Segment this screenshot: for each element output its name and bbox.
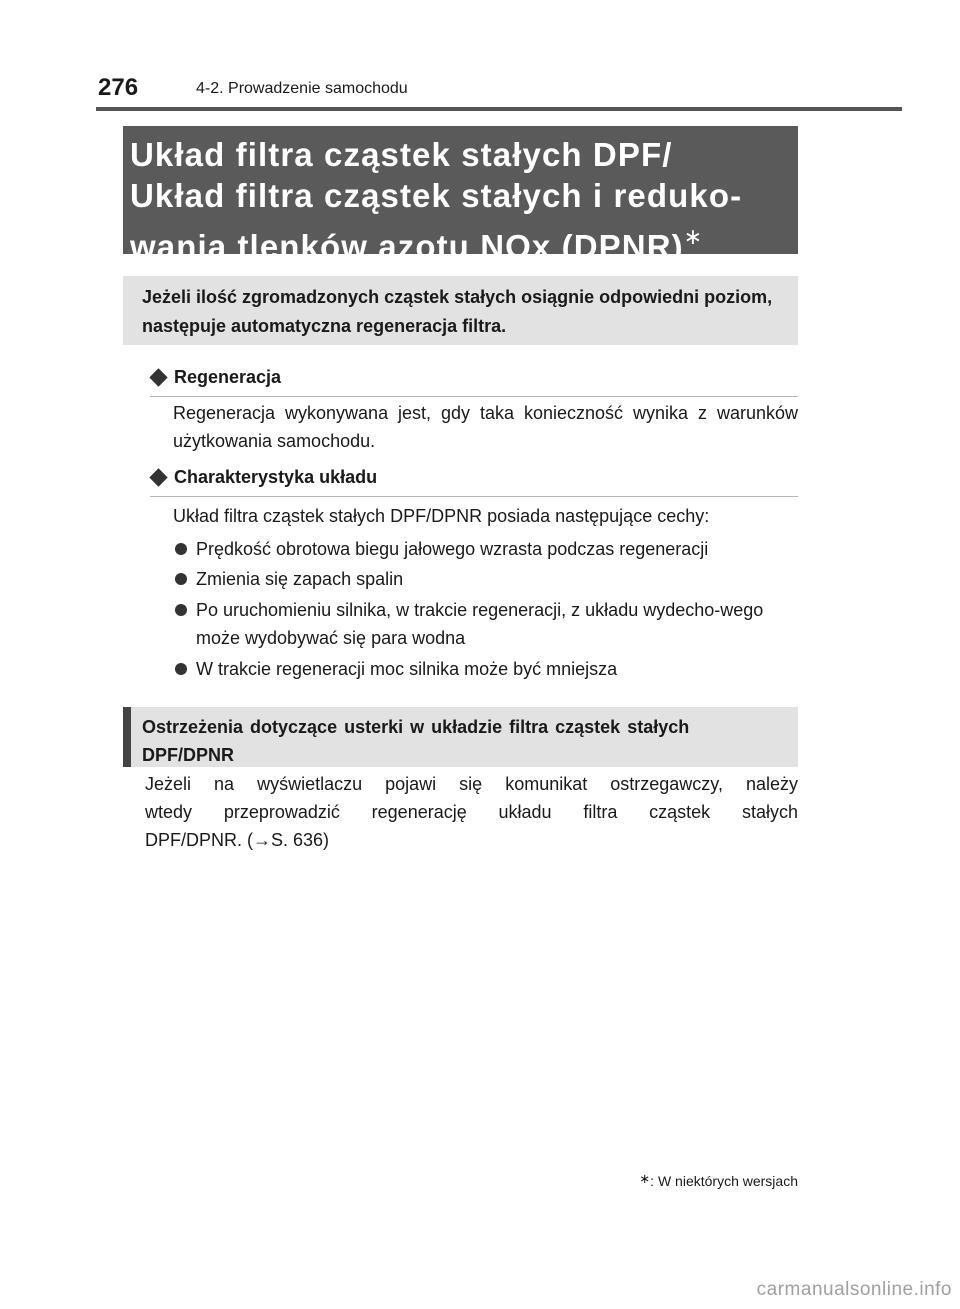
bullet-icon: [175, 604, 187, 616]
title-line: [130, 216, 790, 267]
footnote-star-icon: ∗: [639, 1171, 651, 1186]
section-paragraph: Regeneracja wykonywana jest, gdy taka konieczność wynika z warunków użytkowania samochodu.: [173, 403, 798, 451]
section-rule: [150, 396, 798, 397]
section-paragraph: Układ filtra cząstek stałych DPF/DPNR posiada następujące cechy:: [173, 506, 710, 526]
intro-box: [123, 276, 798, 345]
running-head: 4-2. Prowadzenie samochodu: [196, 80, 408, 97]
bullet-icon: [175, 573, 187, 585]
list-item: [173, 655, 798, 683]
diamond-icon: [149, 468, 167, 486]
title-line-text: wania tlenków azotu NOx (DPNR): [130, 228, 684, 265]
warning-text-line: DPF/DPNR. (→S. 636): [145, 830, 330, 850]
list-item-text: Zmienia się zapach spalin: [196, 569, 404, 589]
warning-title: Ostrzeżenia dotyczące usterki w układzie filtra cząstek stałych DPF/DPNR: [142, 717, 690, 765]
list-item-text: W trakcie regeneracji moc silnika może być mniejsza: [196, 659, 618, 679]
list-item: [173, 535, 798, 563]
bullet-icon: [175, 663, 187, 675]
top-rule: [96, 107, 902, 111]
footnote: [639, 1171, 798, 1189]
page-number: 276: [98, 74, 139, 101]
list-item: [173, 565, 798, 593]
watermark: carmanualsonline.info: [756, 1279, 952, 1300]
footnote-text: : W niektórych wersjach: [650, 1173, 798, 1189]
footnote-star-icon: ∗: [683, 224, 704, 249]
warning-text-line: wtedy przeprowadzić regenerację układu filtra cząstek stałych: [145, 802, 798, 822]
title-line: Układ filtra cząstek stałych i reduko-: [130, 177, 743, 214]
title-box: [123, 126, 798, 265]
list-item-text: Po uruchomieniu silnika, w trakcie regeneracji, z układu wydecho-wego może wydobywać się para wodna: [196, 600, 764, 648]
list-item: [173, 596, 798, 652]
warning-bar: [123, 707, 131, 767]
title-line: Układ filtra cząstek stałych DPF/: [130, 136, 673, 173]
bullet-icon: [175, 543, 187, 555]
warning-text-line: Jeżeli na wyświetlaczu pojawi się komunikat ostrzegawczy, należy: [145, 774, 798, 794]
diamond-icon: [149, 368, 167, 386]
warning-box: [123, 707, 798, 767]
warning-text: [145, 770, 798, 854]
list-item-text: Prędkość obrotowa biegu jałowego wzrasta podczas regeneracji: [196, 539, 709, 559]
intro-text: Jeżeli ilość zgromadzonych cząstek stałych osiągnie odpowiedni poziom, następuje automatyczna regeneracja filtra.: [142, 287, 773, 336]
section-heading: Regeneracja: [174, 367, 282, 387]
section-rule: [150, 496, 798, 497]
section-heading: Charakterystyka układu: [174, 467, 378, 487]
